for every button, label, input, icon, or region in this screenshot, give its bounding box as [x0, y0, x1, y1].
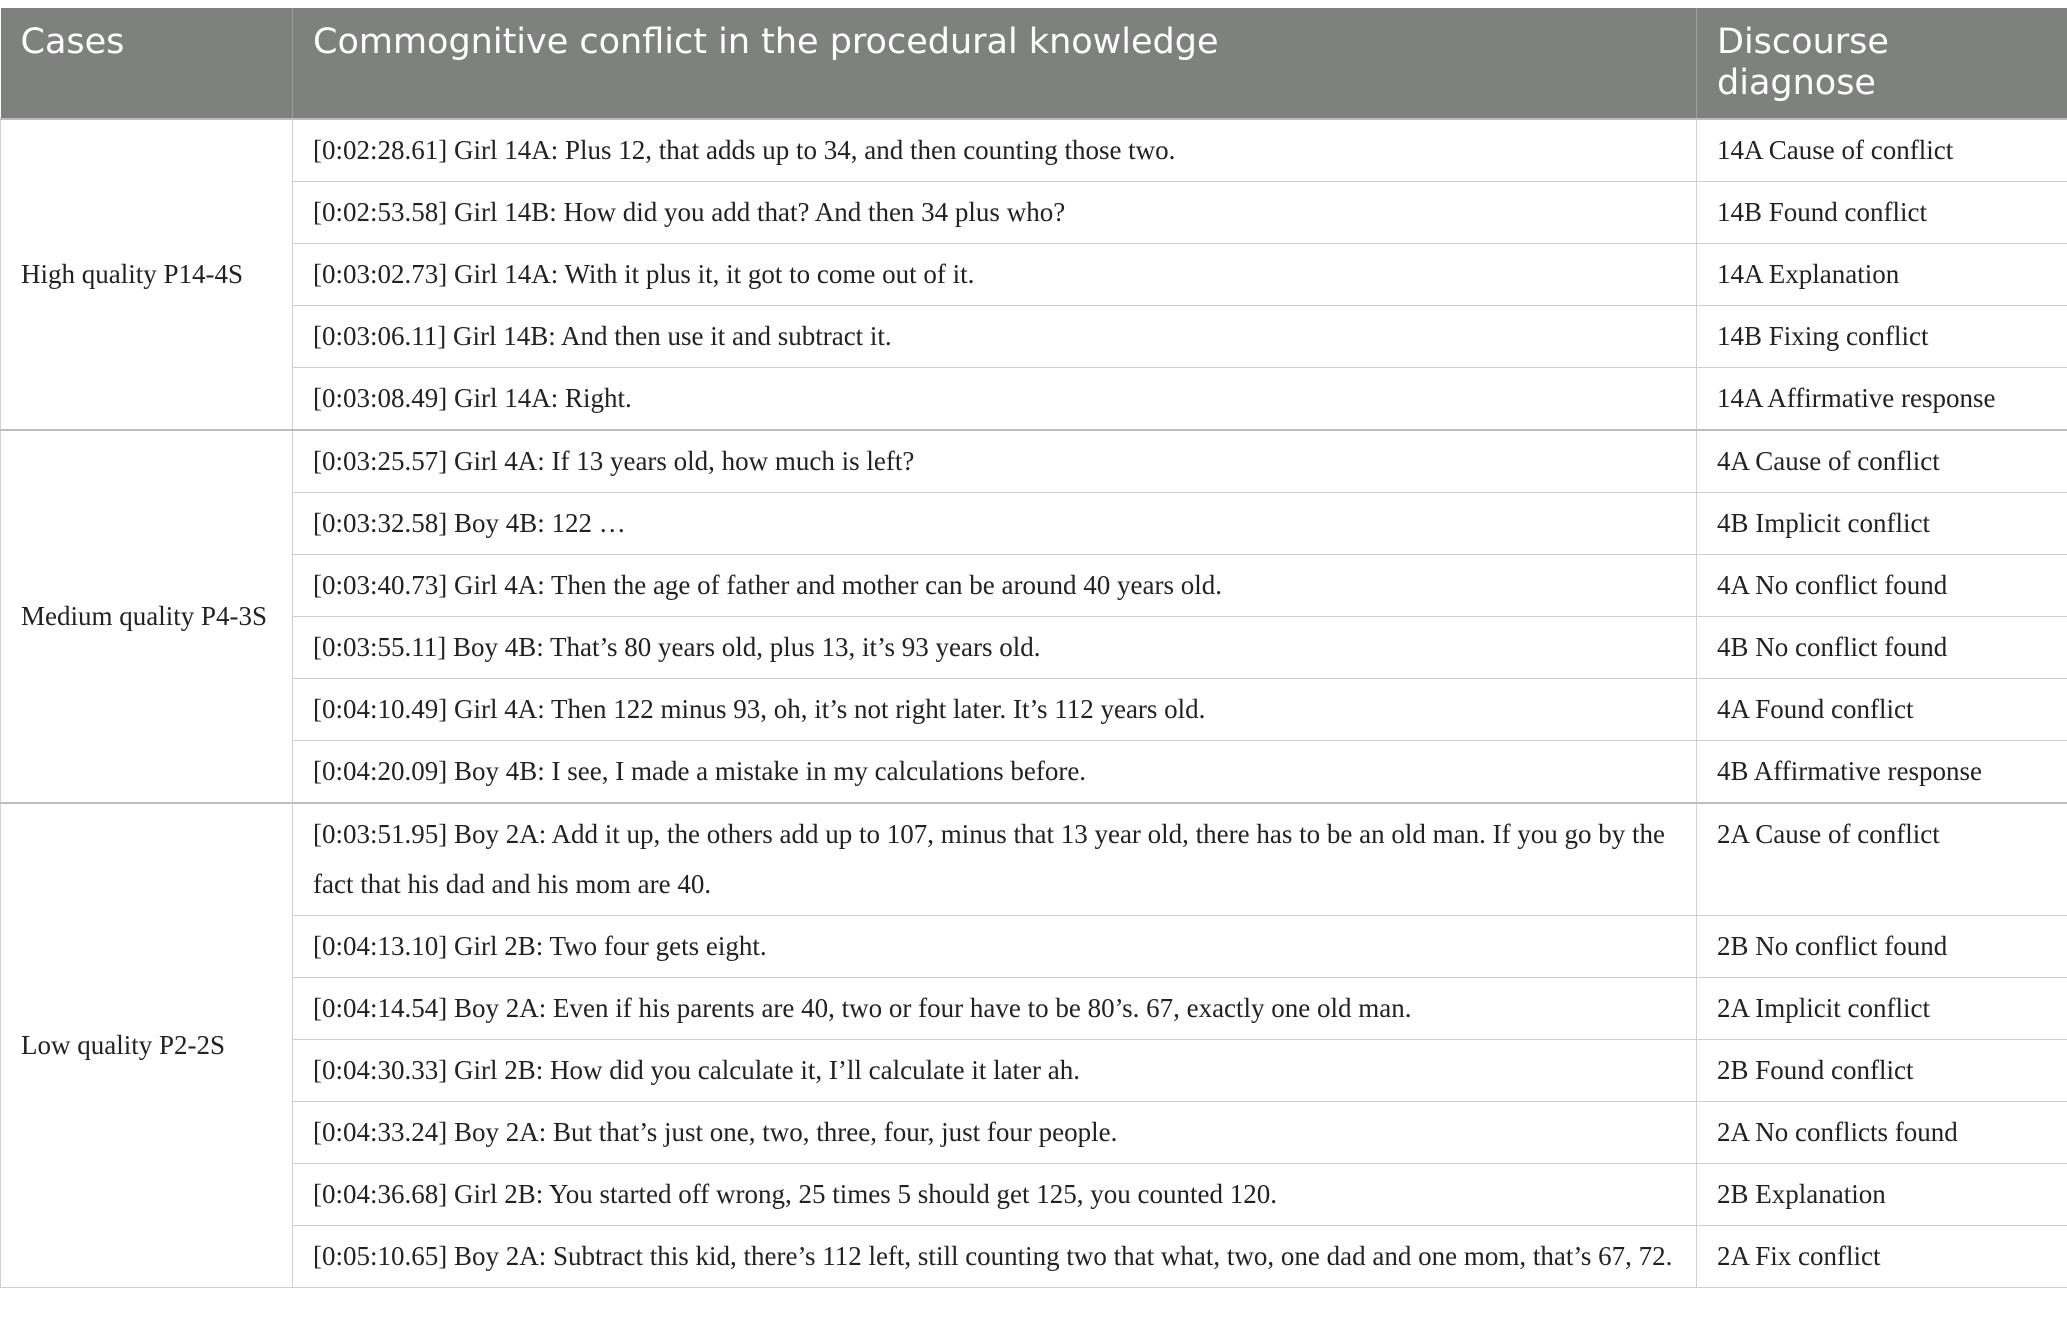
- utterance-cell: [0:04:10.49] Girl 4A: Then 122 minus 93, oh, it’s not right later. It’s 112 years old.: [293, 679, 1697, 741]
- diagnose-cell: 2B No conflict found: [1697, 916, 2067, 978]
- diagnose-cell: 2A No conflicts found: [1697, 1102, 2067, 1164]
- table-row: [1, 741, 2067, 804]
- diagnose-cell: 4B Implicit conflict: [1697, 493, 2067, 555]
- header-diagnose: Discourse diagnose: [1697, 8, 2067, 119]
- utterance-cell: [0:03:40.73] Girl 4A: Then the age of father and mother can be around 40 years old.: [293, 555, 1697, 617]
- table-row: [1, 244, 2067, 306]
- utterance-cell: [0:03:08.49] Girl 14A: Right.: [293, 368, 1697, 431]
- utterance-cell: [0:03:25.57] Girl 4A: If 13 years old, how much is left?: [293, 430, 1697, 493]
- utterance-cell: [0:03:55.11] Boy 4B: That’s 80 years old, plus 13, it’s 93 years old.: [293, 617, 1697, 679]
- diagnose-cell: 4B Affirmative response: [1697, 741, 2067, 804]
- diagnose-cell: 4A Found conflict: [1697, 679, 2067, 741]
- diagnose-cell: 2A Fix conflict: [1697, 1226, 2067, 1288]
- table-row: [1, 555, 2067, 617]
- utterance-cell: [0:04:30.33] Girl 2B: How did you calculate it, I’ll calculate it later ah.: [293, 1040, 1697, 1102]
- diagnose-cell: 4A No conflict found: [1697, 555, 2067, 617]
- case-label: Medium quality P4-3S: [1, 430, 293, 803]
- table-row: [1, 679, 2067, 741]
- table-row: [1, 916, 2067, 978]
- utterance-cell: [0:03:06.11] Girl 14B: And then use it and subtract it.: [293, 306, 1697, 368]
- utterance-cell: [0:04:14.54] Boy 2A: Even if his parents are 40, two or four have to be 80’s. 67, exactly one old man.: [293, 978, 1697, 1040]
- table-row: [1, 1102, 2067, 1164]
- discourse-table: [0, 8, 2067, 1288]
- diagnose-cell: 14B Fixing conflict: [1697, 306, 2067, 368]
- utterance-cell: [0:04:33.24] Boy 2A: But that’s just one, two, three, four, just four people.: [293, 1102, 1697, 1164]
- table-row: [1, 1164, 2067, 1226]
- header-cases: Cases: [1, 8, 293, 119]
- diagnose-cell: 14A Affirmative response: [1697, 368, 2067, 431]
- diagnose-cell: 2B Found conflict: [1697, 1040, 2067, 1102]
- diagnose-cell: 4A Cause of conflict: [1697, 430, 2067, 493]
- table-row: [1, 306, 2067, 368]
- diagnose-cell: 2A Cause of conflict: [1697, 803, 2067, 916]
- diagnose-cell: 4B No conflict found: [1697, 617, 2067, 679]
- utterance-cell: [0:02:53.58] Girl 14B: How did you add that? And then 34 plus who?: [293, 182, 1697, 244]
- diagnose-cell: 14A Explanation: [1697, 244, 2067, 306]
- table-row: [1, 1226, 2067, 1288]
- table-row: [1, 1040, 2067, 1102]
- header-row: [1, 8, 2067, 119]
- table-row: [1, 368, 2067, 431]
- table-row: [1, 430, 2067, 493]
- table-row: [1, 978, 2067, 1040]
- diagnose-cell: 2B Explanation: [1697, 1164, 2067, 1226]
- diagnose-cell: 14A Cause of conflict: [1697, 119, 2067, 182]
- diagnose-cell: 14B Found conflict: [1697, 182, 2067, 244]
- utterance-cell: [0:04:13.10] Girl 2B: Two four gets eight.: [293, 916, 1697, 978]
- case-label: Low quality P2-2S: [1, 803, 293, 1288]
- table-row: [1, 803, 2067, 916]
- table-row: [1, 493, 2067, 555]
- table-row: [1, 119, 2067, 182]
- table-row: [1, 617, 2067, 679]
- utterance-cell: [0:04:36.68] Girl 2B: You started off wrong, 25 times 5 should get 125, you counted 120.: [293, 1164, 1697, 1226]
- header-conflict: Commognitive conflict in the procedural knowledge: [293, 8, 1697, 119]
- utterance-cell: [0:04:20.09] Boy 4B: I see, I made a mistake in my calculations before.: [293, 741, 1697, 804]
- diagnose-cell: 2A Implicit conflict: [1697, 978, 2067, 1040]
- table-row: [1, 182, 2067, 244]
- utterance-cell: [0:03:51.95] Boy 2A: Add it up, the others add up to 107, minus that 13 year old, there has to be an old man. If you go by the fact that his dad and his mom are 40.: [293, 803, 1697, 916]
- utterance-cell: [0:03:02.73] Girl 14A: With it plus it, it got to come out of it.: [293, 244, 1697, 306]
- utterance-cell: [0:05:10.65] Boy 2A: Subtract this kid, there’s 112 left, still counting two that what, two, one dad and one mom, that’s 67, 72.: [293, 1226, 1697, 1288]
- utterance-cell: [0:03:32.58] Boy 4B: 122 …: [293, 493, 1697, 555]
- case-label: High quality P14-4S: [1, 119, 293, 430]
- utterance-cell: [0:02:28.61] Girl 14A: Plus 12, that adds up to 34, and then counting those two.: [293, 119, 1697, 182]
